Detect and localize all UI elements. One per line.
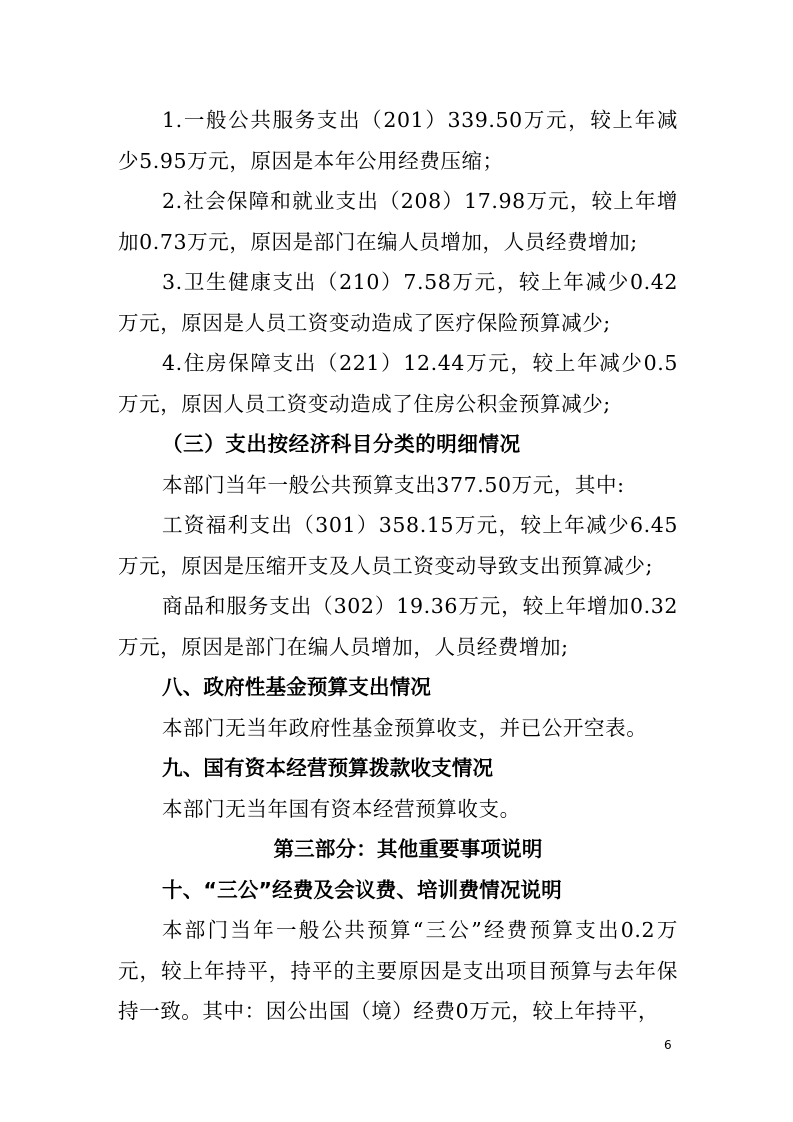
paragraph-health: 3.卫生健康支出（210）7.58万元，较上年减少0.42万元，原因是人员工资变动造成了医疗保险预算减少; <box>118 270 678 335</box>
paragraph-state-capital: 本部门无当年国有资本经营预算收支。 <box>162 796 521 821</box>
heading-three-public-expenses: 十、“三公”经费及会议费、培训费情况说明 <box>162 877 562 902</box>
page-number: 6 <box>664 1038 672 1052</box>
paragraph-general-public-services: 1.一般公共服务支出（201）339.50万元，较上年减少5.95万元，原因是本年公用经费压缩； <box>118 108 678 173</box>
heading-state-capital: 九、国有资本经营预算拨款收支情况 <box>162 756 494 780</box>
document-body <box>118 100 678 1032</box>
paragraph-goods-services: 商品和服务支出（302）19.36万元，较上年增加0.32万元，原因是部门在编人员增加，人员经费增加; <box>118 594 678 659</box>
paragraph-three-public-expenses: 本部门当年一般公共预算“三公”经费预算支出0.2万元，较上年持平，持平的主要原因是支出项目预算与去年保持一致。其中：因公出国（境）经费0万元，较上年持平， <box>118 918 678 1023</box>
heading-government-fund: 八、政府性基金预算支出情况 <box>162 675 432 699</box>
paragraph-housing: 4.住房保障支出（221）12.44万元，较上年减少0.5万元，原因人员工资变动造成了住房公积金预算减少; <box>118 351 678 416</box>
paragraph-social-security: 2.社会保障和就业支出（208）17.98万元，较上年增加0.73万元，原因是部门在编人员增加，人员经费增加; <box>118 189 678 254</box>
paragraph-total-expenditure: 本部门当年一般公共预算支出377.50万元，其中: <box>162 472 625 497</box>
section-title-part-three: 第三部分：其他重要事项说明 <box>273 837 543 861</box>
subheading-economic-classification: （三）支出按经济科目分类的明细情况 <box>162 432 521 456</box>
paragraph-government-fund: 本部门无当年政府性基金预算收支，并已公开空表。 <box>162 715 648 740</box>
paragraph-wages-welfare: 工资福利支出（301）358.15万元，较上年减少6.45万元，原因是压缩开支及人员工资变动导致支出预算减少; <box>118 513 678 578</box>
